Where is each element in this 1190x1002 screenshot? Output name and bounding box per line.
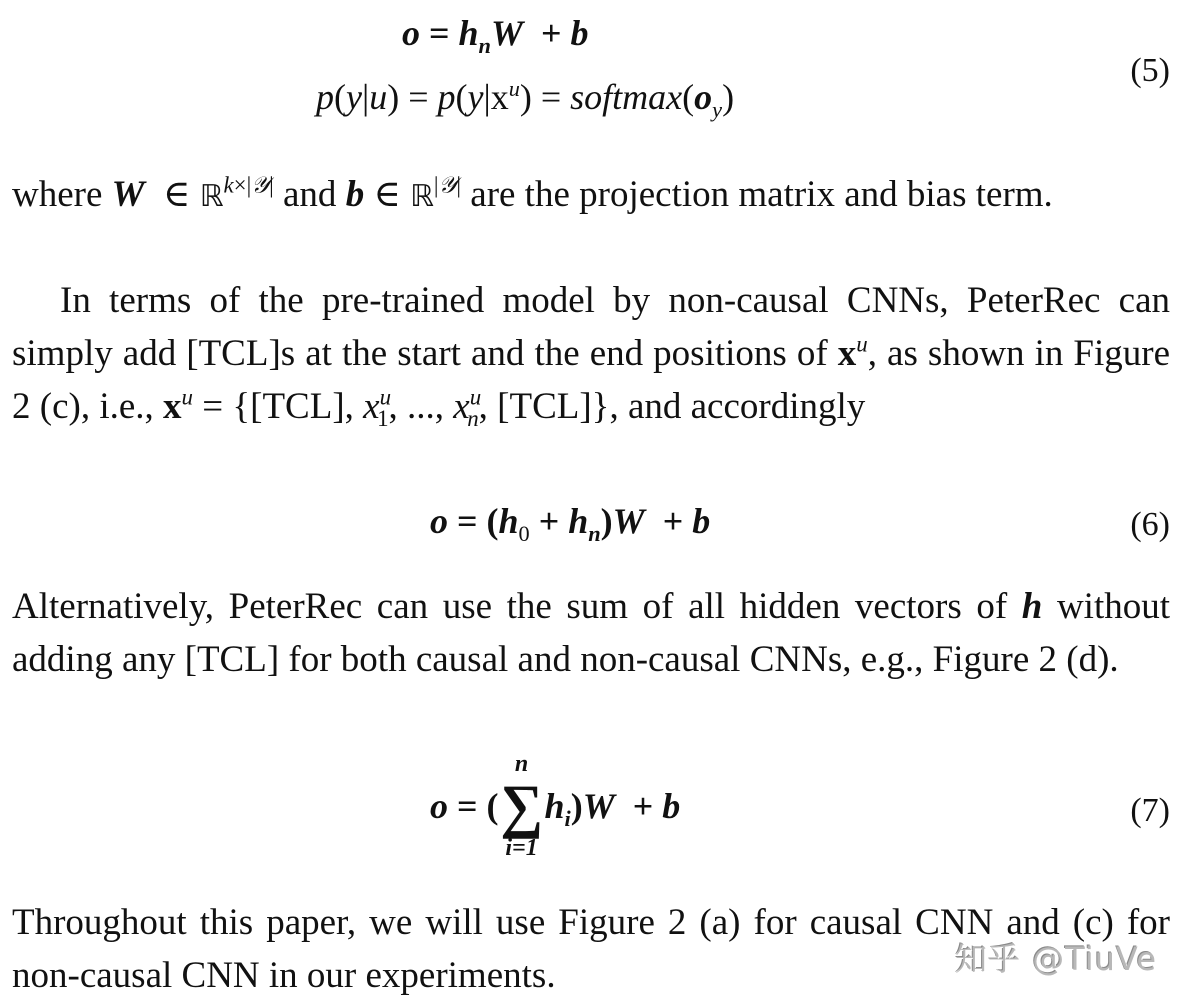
zhihu-watermark: 知乎 @TiuVe [955,940,1158,978]
equation-5-line2: $p(y|u) = p(y|x^u)$ = $softmax(o_y)$ [316,76,735,123]
paragraph-alternatively: Alternatively, PeterRec can use the sum of all hidden vectors of h without adding any [TCL] for both causal and non-causal CNNs, e.g., Figure 2 (d). [12,586,1171,680]
paragraph-throughout: Throughout this paper, we will use Figure 2 (a) for causal CNN and (c) for non-causal CNN in our experiments. [12,902,1170,996]
equation-7: o = ( n ∑ i=1 $h_i)W + b$ [430,751,681,861]
equation-6: $o = (h_0 + h_n)W + b$ [430,501,711,547]
equation-5-number: (5) [1130,52,1170,89]
equation-5-line1: $o = h_nW + b$ [402,13,589,59]
equation-7-number: (7) [1130,792,1170,829]
summation-symbol: n ∑ i=1 [500,751,543,861]
paragraph-noncausal: In terms of the pre-trained model by non-causal CNNs, PeterRec can simply add [TCL]s at the start and the end positions of $x^u$, as shown in Figure 2 (c), i.e., $x^u = \{[TCL]$, $x^u_1$, ..., $x^u_n$, [TCL]}, and accordingly [12,280,1171,432]
equation-6-number: (6) [1130,506,1170,543]
paragraph-where: where W ∈ ℝ$^{k\times|𝒴|}$ and b ∈ ℝ$^{|𝒴|}$ are the projection matrix and bias term. [12,172,1053,215]
